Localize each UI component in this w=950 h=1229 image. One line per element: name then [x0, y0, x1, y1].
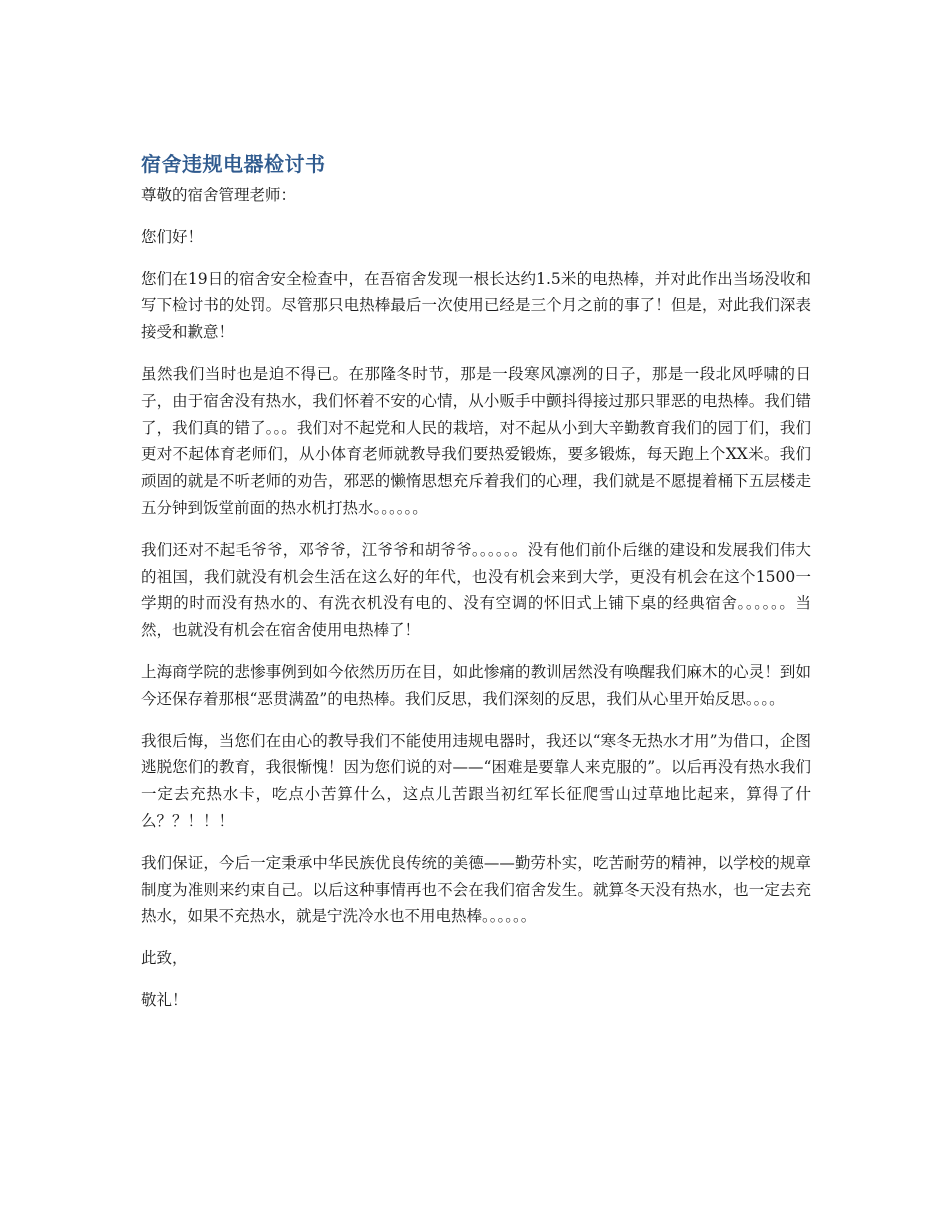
paragraph-inspection: 您们在19日的宿舍安全检查中，在吾宿舍发现一根长达约1.5米的电热棒，并对此作出当场没收和写下检讨书的处罚。尽管那只电热棒最后一次使用已经是三个月之前的事了！但是，对此我们深表接受和歉意！: [141, 269, 811, 342]
paragraph-promise: 我们保证，今后一定秉承中华民族优良传统的美德——勤劳朴实，吃苦耐劳的精神，以学校的规章制度为准则来约束自己。以后这种事情再也不会在我们宿舍发生。就算冬天没有热水，也一定去充热水，如果不充热水，就是宁洗冷水也不用电热棒。。。。。。: [141, 853, 811, 926]
closing: 此致，: [141, 949, 188, 968]
document-body: [141, 150, 811, 1029]
salutation: 尊敬的宿舍管理老师：: [141, 186, 297, 204]
paragraph-gratitude: 我们还对不起毛爷爷，邓爷爷，江爷爷和胡爷爷。。。。。。没有他们前仆后继的建设和发展我们伟大的祖国，我们就没有机会生活在这么好的年代，也没有机会来到大学，更没有机会在这个1500一学期的时而没有热水的、有洗衣机没有电的、没有空调的怀旧式上铺下桌的经典宿舍。。。。。。当然，也就没有机会在宿舍使用电热棒了！: [141, 540, 811, 640]
paragraph-reflection: 上海商学院的悲惨事例到如今依然历历在目，如此惨痛的教训居然没有唤醒我们麻木的心灵！到如今还保存着那根“恶贯满盈”的电热棒。我们反思，我们深刻的反思，我们从心里开始反思。。。。: [141, 662, 811, 708]
paragraph-reason: 虽然我们当时也是迫不得已。在那隆冬时节，那是一段寒风凛冽的日子，那是一段北风呼啸的日子，由于宿舍没有热水，我们怀着不安的心情，从小贩手中颤抖得接过那只罪恶的电热棒。我们错了，我们真的错了。。。我们对不起党和人民的栽培，对不起从小到大辛勤教育我们的园丁们，我们更对不起体育老师们，从小体育老师就教导我们要热爱锻炼，要多锻炼，每天跑上个XX米。我们顽固的就是不听老师的劝告，邪恶的懒惰思想充斥着我们的心理，我们就是不愿提着桶下五层楼走五分钟到饭堂前面的热水机打热水。。。。。。: [141, 364, 811, 517]
greeting: 您们好！: [141, 227, 204, 246]
paragraph-regret: 我很后悔，当您们在由心的教导我们不能使用违规电器时，我还以“寒冬无热水才用”为借口，企图逃脱您们的教育，我很惭愧！因为您们说的对——“困难是要靠人来克服的”。以后再没有热水我们一定去充热水卡，吃点小苦算什么，这点儿苦跟当初红军长征爬雪山过草地比起来，算得了什么？？！！！: [141, 731, 811, 830]
document-title: 宿舍违规电器检讨书: [141, 152, 326, 176]
regards: 敬礼！: [141, 990, 188, 1009]
